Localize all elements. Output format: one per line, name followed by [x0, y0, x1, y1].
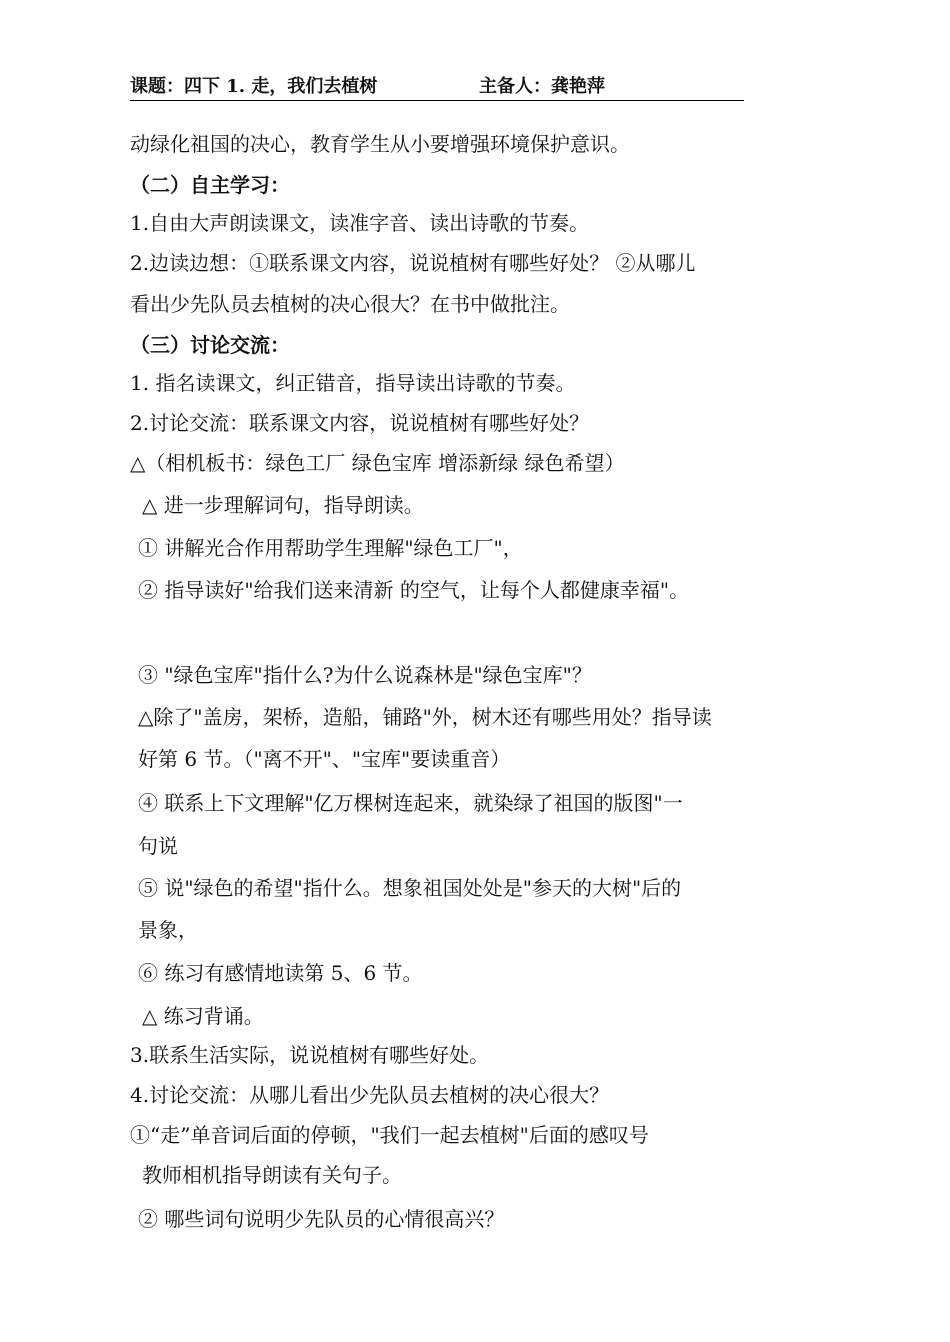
text-line: 2.边读边想：①联系课文内容，说说植树有哪些好处？ ②从哪儿: [130, 251, 696, 275]
text-line: 景象，: [138, 918, 198, 942]
text-line: ①“走”单音词后面的停顿，"我们一起去植树"后面的感叹号: [130, 1123, 649, 1147]
text-line: 3.联系生活实际，说说植树有哪些好处。: [130, 1043, 490, 1067]
text-line: ⑥ 练习有感情地读第 5、6 节。: [138, 961, 423, 985]
text-line: ② 指导读好"给我们送来清新 的空气，让每个人都健康幸福"。: [138, 578, 690, 602]
text-line: 1.自由大声朗读课文，读准字音、读出诗歌的节奏。: [130, 211, 590, 235]
text-line: 2.讨论交流：联系课文内容，说说植树有哪些好处？: [130, 411, 590, 435]
text-line: ① 讲解光合作用帮助学生理解"绿色工厂"，: [138, 536, 523, 560]
lesson-title: 课题：四下 1. 走，我们去植树: [130, 76, 378, 97]
text-line: △除了"盖房，架桥，造船，铺路"外，树木还有哪些用处？指导读: [138, 705, 712, 729]
text-line: 教师相机指导朗读有关句子。: [142, 1163, 402, 1187]
text-line: ④ 联系上下文理解"亿万棵树连起来，就染绿了祖国的版图"一: [138, 791, 683, 815]
section-heading: （二）自主学习：: [130, 173, 290, 197]
text-line: 好第 6 节。（"离不开"、"宝库"要读重音）: [138, 747, 511, 771]
text-line: △ 进一步理解词句，指导朗读。: [142, 493, 424, 517]
text-line: 动绿化祖国的决心，教育学生从小要增强环境保护意识。: [130, 132, 630, 156]
text-line: ⑤ 说"绿色的希望"指什么。想象祖国处处是"参天的大树"后的: [138, 876, 682, 900]
page-header: [130, 74, 744, 101]
text-line: △（相机板书：绿色工厂 绿色宝库 增添新绿 绿色希望）: [130, 451, 625, 475]
text-line: ② 哪些词句说明少先队员的心情很高兴？: [138, 1207, 505, 1231]
text-line: 1. 指名读课文，纠正错音，指导读出诗歌的节奏。: [130, 371, 576, 395]
text-line: △ 练习背诵。: [142, 1004, 264, 1028]
text-line: 4.讨论交流：从哪儿看出少先队员去植树的决心很大？: [130, 1083, 610, 1107]
lesson-author: 主备人：龚艳萍: [479, 76, 605, 97]
text-line: 句说: [138, 834, 178, 858]
text-line: ③ "绿色宝库"指什么?为什么说森林是"绿色宝库"？: [138, 663, 592, 687]
text-line: 看出少先队员去植树的决心很大？在书中做批注。: [130, 292, 570, 316]
section-heading: （三）讨论交流：: [130, 333, 290, 357]
